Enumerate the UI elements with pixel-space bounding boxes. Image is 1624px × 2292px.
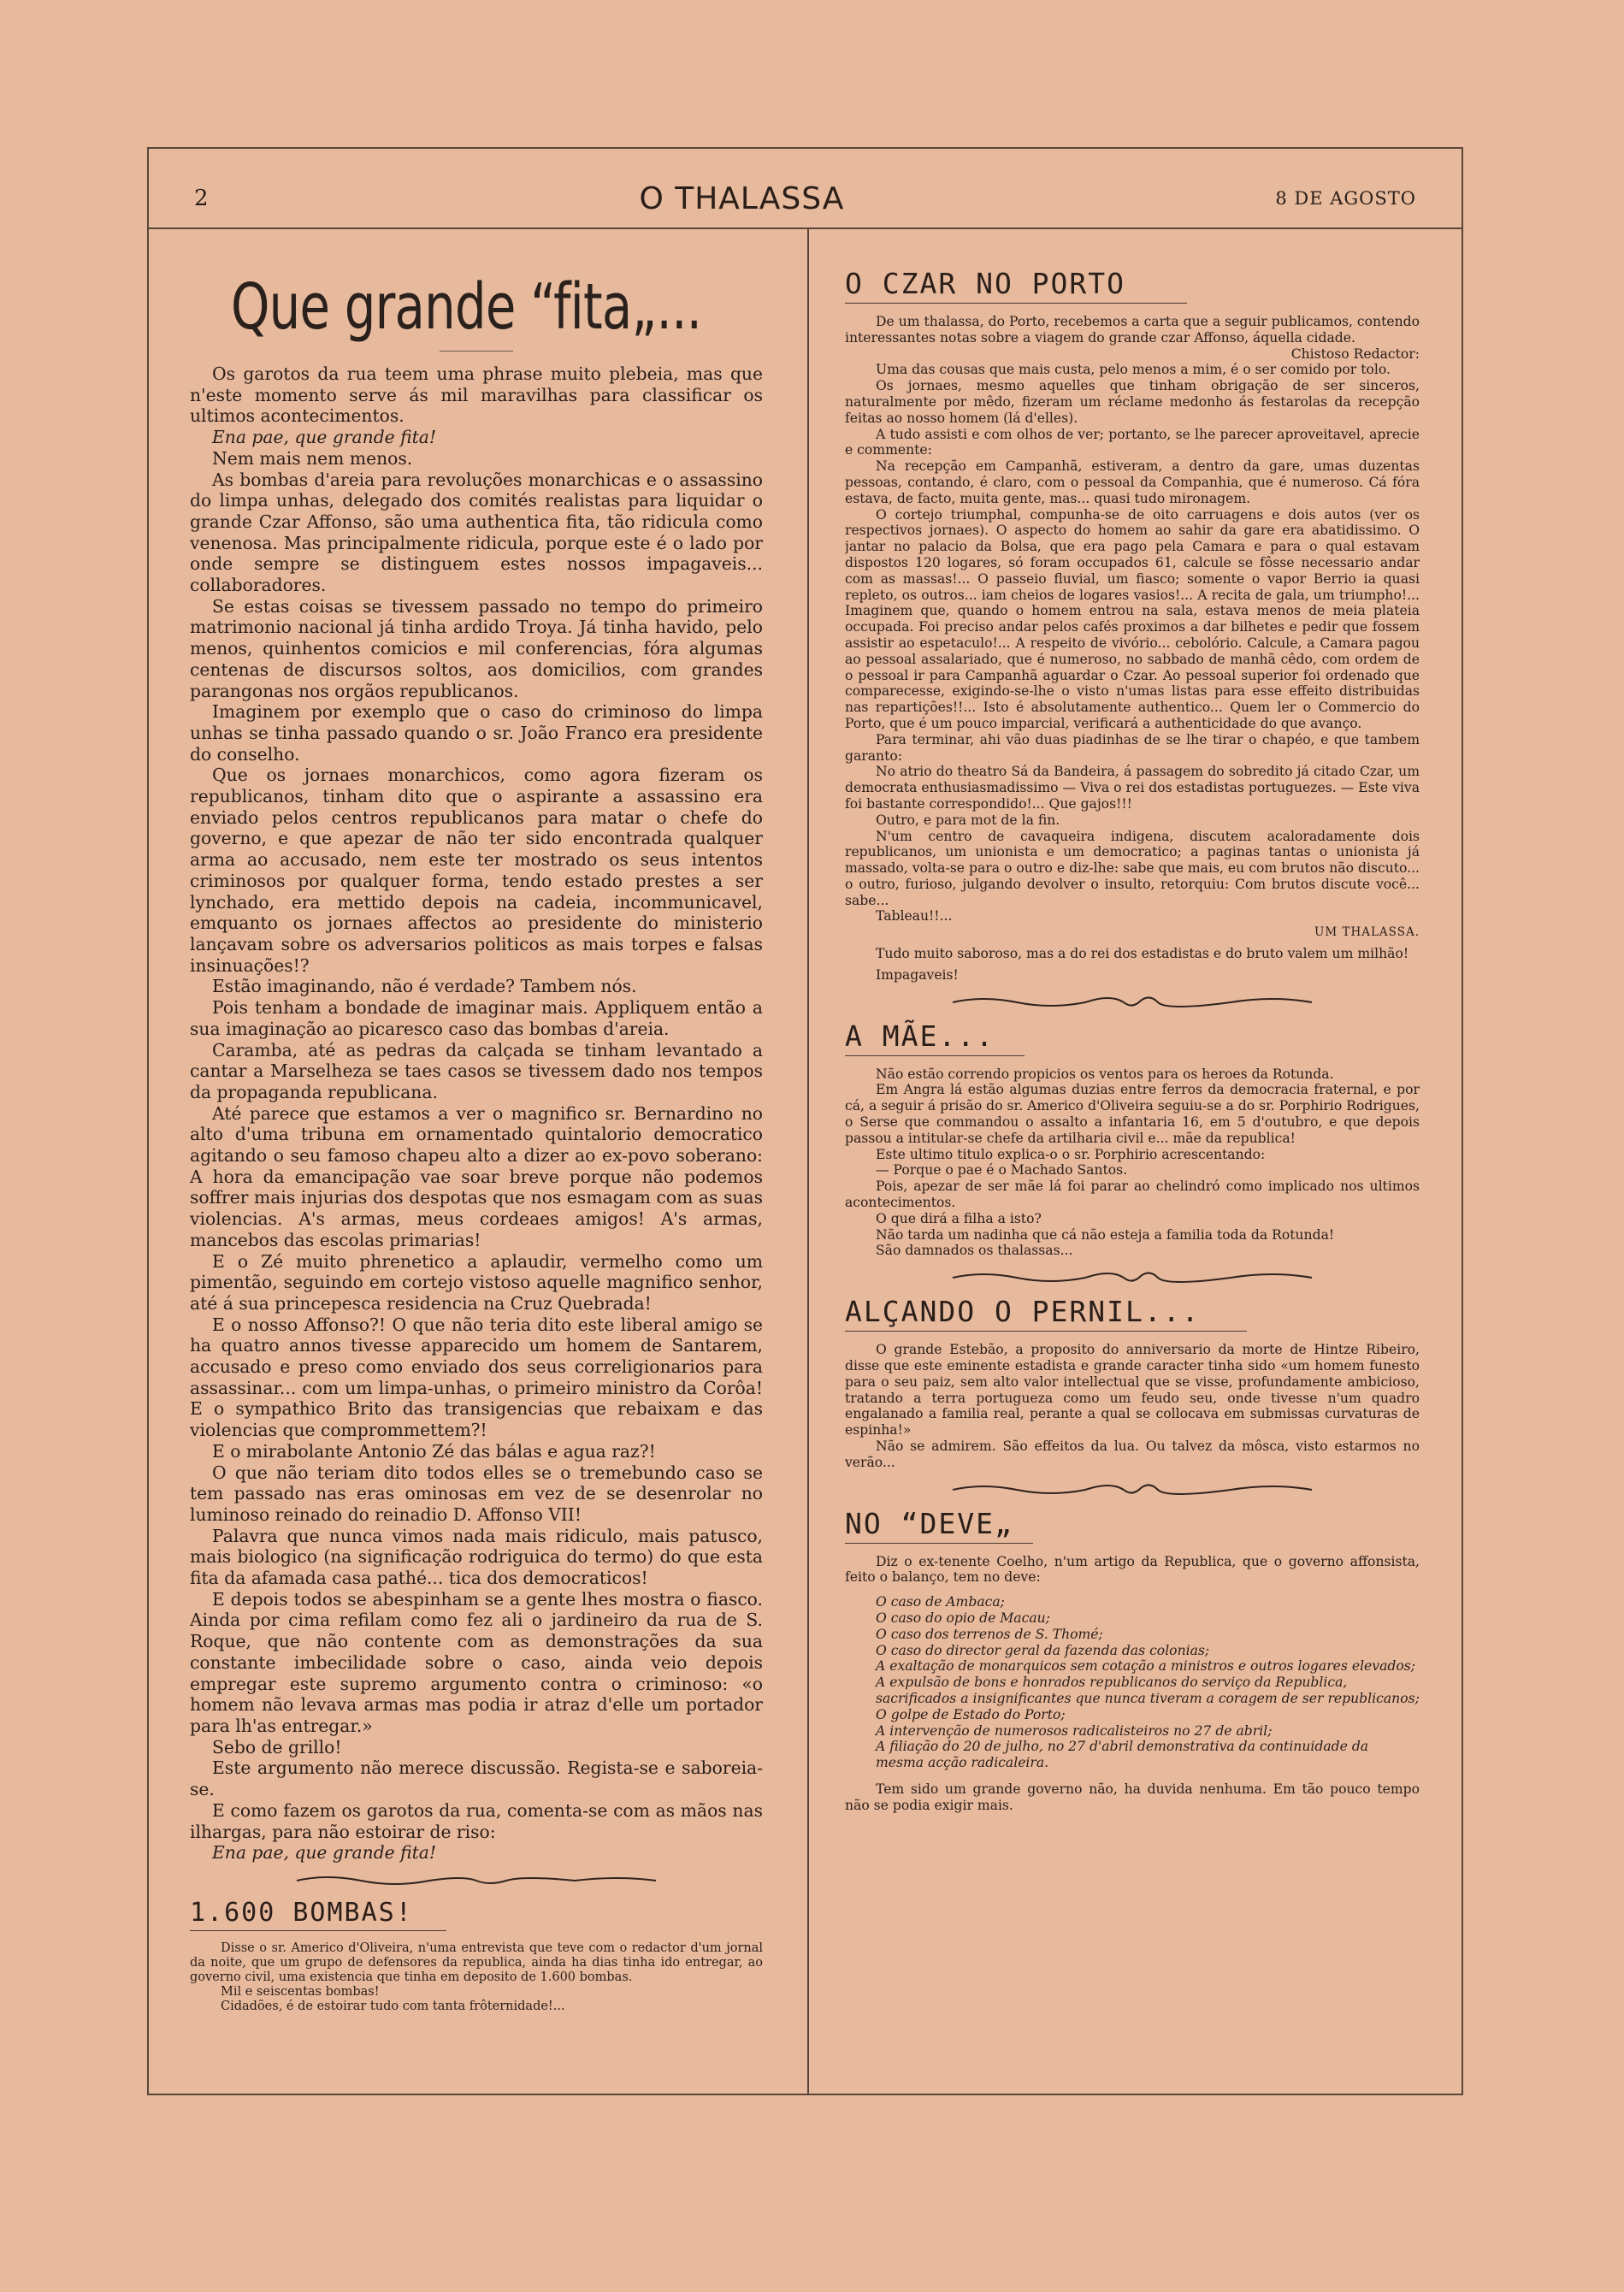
section-underline xyxy=(845,303,1187,304)
list-item: A intervenção de numerosos radicalisteiros no 27 de abril; xyxy=(876,1722,1273,1739)
paragraph: Cidadões, é de estoirar tudo com tanta frôternidade!... xyxy=(221,1999,565,2013)
paragraph: — Porque o pae é o Machado Santos. xyxy=(876,1162,1128,1178)
paragraph: Tableau!!... xyxy=(876,908,953,924)
paragraph: Pois, apezar de ser mãe lá foi parar ao chelindró como implicado nos ultimos acontecimentos. xyxy=(845,1178,1420,1211)
paragraph: Para terminar, ahi vão duas piadinhas de se lhe tirar o chapéo, e que tambem garanto: xyxy=(845,731,1420,764)
article-title-fita: Que grande “fita„... xyxy=(231,270,702,344)
flourish-ornament xyxy=(948,992,1316,1011)
paragraph: N'um centro de cavaqueira indigena, discutem acaloradamente dois republicanos, um unionista e um democratico; a paginas tantas o unionista já massado, volta-se para o outro e diz-lhe: sabe que mais, eu com brutos não discuto... o outro, furioso, julgando devolver o insulto, retorquiu: Com brutos discute você... sabe... xyxy=(845,828,1420,908)
list-item: O caso do director geral da fazenda das colonias; xyxy=(876,1642,1210,1658)
paragraph: Disse o sr. Americo d'Oliveira, n'uma entrevista que teve com o redactor d'um jornal da noite, que um grupo de defensores da republica, ainda ha dias tinha ido entregar, ao governo civil, uma existencia que tinha em deposito de 1.600 bombas. xyxy=(190,1941,763,1984)
newspaper-title: O THALASSA xyxy=(639,180,845,216)
paragraph: O que não teriam dito todos elles se o tremebundo caso se tem passado nas eras ominosas em vez de se desenrolar no luminoso reinado do reinadio D. Affonso VII! xyxy=(190,1462,763,1525)
paragraph: O que dirá a filha a isto? xyxy=(876,1210,1042,1226)
paragraph: De um thalassa, do Porto, recebemos a carta que a seguir publicamos, contendo interessantes notas sobre a viagem do grande czar Affonso, áquella cidade. xyxy=(845,314,1420,346)
paragraph: Se estas coisas se tivessem passado no tempo do primeiro matrimonio nacional já tinha ardido Troya. Já tinha havido, pelo menos, quinhentos comicios e mil conferencias, fóra algumas centenas de discursos soltos, aos domicilios, com grandes parangonas nos orgãos republicanos. xyxy=(190,595,763,701)
section-body-bombas xyxy=(190,1941,763,2014)
section-title-bombas: 1.600 BOMBAS! xyxy=(190,1897,413,1928)
paragraph: Palavra que nunca vimos nada mais ridiculo, mais patusco, mais biologico (na significação rodriguica do termo) do que esta fita da afamada casa pathé... tica dos democraticos! xyxy=(190,1525,763,1589)
list-item: A filiação do 20 de julho, no 27 d'abril demonstrativa da continuidade da mesma acção radicaleira. xyxy=(876,1739,1369,1771)
paragraph: Os garotos da rua teem uma phrase muito plebeia, mas que n'este momento serve ás mil maravilhas para classificar os ultimos acontecimentos. xyxy=(190,363,763,427)
paragraph: Sebo de grillo! xyxy=(212,1736,342,1757)
flourish-ornament xyxy=(948,1267,1316,1286)
paragraph: E como fazem os garotos da rua, comenta-se com as mãos nas ilhargas, para não estoirar de riso: xyxy=(190,1799,763,1842)
column-divider xyxy=(807,229,809,2095)
page-number: 2 xyxy=(194,186,209,211)
article-body-fita xyxy=(190,363,763,1864)
letter-signature: UM THALASSA. xyxy=(1314,925,1420,940)
section-underline xyxy=(190,1930,446,1931)
paragraph: O cortejo triumphal, compunha-se de oito carruagens e dois autos (ver os respectivos jornaes). O aspecto do homem ao sahir da gare era abatidissimo. O jantar no palacio da Bolsa, que era pago pela Camara e para o qual estavam dispostos 120 logares, só foram occupados 61, calcule se fôsse necessario andar com as massas!... O passeio fluvial, um fiasco; somente o vapor Berrio ia quasi repleto, os outros... iam cheios de logares vasios!... A recita de gala, um triumpho!... Imaginem que, quando o homem entrou na sala, estava menos de meia plateia occupada. Foi preciso andar pelos cafés proximos a dar bilhetes e pedir que fossem assistir ao espetaculo!... A respeito de vivório... cebolório. Calcule, a Camara pagou ao pessoal assalariado, que é numeroso, no sabbado de manhã cêdo, com ordem de o pessoal ir para Campanhã aguardar o Czar. Ao pessoal superior foi ordenado que comparecesse, exigindo-se-lhe o visto n'umas listas para esse effeito distribuidas nas repartições!!... Isto é absolutamente authentico... Quem ler o Commercio do Porto, que é um pouco imparcial, verificará a authenticidade do que avanço. xyxy=(845,506,1420,731)
paragraph: As bombas d'areia para revoluções monarchicas e o assassino do limpa unhas, delegado dos comités realistas para liquidar o grande Czar Affonso, são uma authentica fita, tão ridicula como venenosa. Mas principalmente ridicula, porque este é o lado por onde sempre se distinguem estes nossos impagaveis... collaboradores. xyxy=(190,469,763,596)
flourish-ornament xyxy=(948,1480,1316,1498)
paragraph: Ena pae, que grande fita! xyxy=(212,1842,437,1864)
section-body-pernil xyxy=(845,1342,1420,1470)
list-item: O golpe de Estado do Porto; xyxy=(876,1706,1066,1722)
paragraph: O grande Estebão, a proposito do anniversario da morte de Hintze Ribeiro, disse que este eminente estadista e grande caracter tinha sido «um homem funesto para o seu paiz, sem alto valor intellectual que se visse, profundamente ambicioso, tratando a terra portugueza como um feudo seu, onde tivesse n'um quadro engalanado a familia real, perante a qual se collocava em submissas curvaturas de espinha!» xyxy=(845,1342,1420,1438)
section-body-mae xyxy=(845,1066,1420,1260)
paragraph: Estão imaginando, não é verdade? Tambem nós. xyxy=(212,976,637,997)
paragraph: Não se admirem. São effeitos da lua. Ou talvez da môsca, visto estarmos no verão... xyxy=(845,1438,1420,1470)
paragraph: Em Angra lá estão algumas duzias entre ferros da democracia fraternal, e por cá, a seguir á prisão do sr. Americo d'Oliveira seguiu-se a do sr. Porphirio Rodrigues, o Serse que commandou o assalto a infantaria 16, em 5 d'outubro, e que depois passou a intitular-se chefe da artilharia civil e... mãe da republica! xyxy=(845,1082,1420,1146)
section-underline xyxy=(845,1055,1025,1056)
paragraph: Chistoso Redactor: xyxy=(1290,346,1420,362)
paragraph: Este ultimo titulo explica-o o sr. Porphirio acrescentando: xyxy=(876,1146,1266,1162)
left-column xyxy=(190,246,763,2085)
section-closing-czar xyxy=(845,946,1420,984)
paragraph: Até parece que estamos a ver o magnifico sr. Bernardino no alto d'uma tribuna em ornamentado quintalorio democratico agitando o seu famoso chapeu alto a dizer ao ex-povo soberano: A hora da emancipação vae soar breve porque não podemos soffrer mais injurias dos despotas que nos esmagam com as suas violencias. A's armas, meus cordeaes amigos! A's armas, mancebos das escolas primarias! xyxy=(190,1102,763,1250)
issue-date: 8 DE AGOSTO xyxy=(1275,188,1416,209)
paragraph: Nem mais nem menos. xyxy=(212,447,413,469)
paragraph: Não tarda um nadinha que cá não esteja a familia toda da Rotunda! xyxy=(876,1226,1335,1243)
paragraph: E o nosso Affonso?! O que não teria dito este liberal amigo se ha quatro annos tivesse apparecido um homem de Santarem, accusado e preso como enviado dos seus correligionarios para assassinar... com um limpa-unhas, o primeiro ministro da Corôa! E o sympathico Brito das transigencias que rebaixam e das violencias que comprommettem?! xyxy=(190,1314,763,1441)
paragraph: Uma das cousas que mais custa, pelo menos a mim, é o ser comido por tolo. xyxy=(876,362,1391,378)
paragraph: Pois tenham a bondade de imaginar mais. Appliquem então a sua imaginação ao picaresco caso das bombas d'areia. xyxy=(190,997,763,1039)
list-item: A exaltação de monarquicos sem cotação a ministros e outros logares elevados; xyxy=(876,1658,1416,1675)
paragraph: E depois todos se abespinham se a gente lhes mostra o fiasco. Ainda por cima refilam como fez ali o jardineiro da rua de S. Roque, que não contente com as demonstrações da sua constante imbecilidade sobre o caso, ainda veio depois empregar este supremo argumento contra o criminoso: «o homem não levava armas mas podia ir atraz d'elle um portador para lh'as entregar.» xyxy=(190,1588,763,1736)
paragraph: Os jornaes, mesmo aquelles que tinham obrigação de ser sinceros, naturalmente por mêdo, fizeram um réclame medonho ás festarolas da recepção feitas ao nosso homem (lá d'elles). xyxy=(845,378,1420,426)
paragraph: Não estão correndo propicios os ventos para os heroes da Rotunda. xyxy=(876,1066,1334,1082)
list-item: O caso dos terrenos de S. Thomé; xyxy=(876,1626,1103,1642)
paragraph: A tudo assisti e com olhos de ver; portanto, se lhe parecer aproveitavel, aprecie e commente: xyxy=(845,426,1420,458)
paragraph: Mil e seiscentas bombas! xyxy=(221,1984,380,1999)
paragraph: Na recepção em Campanhã, estiveram, a dentro da gare, umas duzentas pessoas, contando, é claro, com o pessoal da Companhia, que é numeroso. Cá fóra estava, de facto, muita gente, mas... quasi tudo mironagem. xyxy=(845,458,1420,506)
paragraph: São damnados os thalassas... xyxy=(876,1243,1073,1259)
paragraph: Que os jornaes monarchicos, como agora fizeram os republicanos, tinham dito que o aspirante a assassino era enviado pelos centros republicanos para matar o chefe do governo, e que apezar de não ter sido encontrada qualquer arma ao accusado, nem este ter mostrado os seus intentos criminosos por qualquer forma, tendo estado prestes a ser lynchado, era mettido depois na cadeia, incommunicavel, emquanto os jornaes affectos ao presidente do ministerio lançavam sobre os adversarios politicos as mais torpes e falsas insinuações!? xyxy=(190,765,763,976)
flourish-ornament xyxy=(292,1872,660,1889)
paragraph: Caramba, até as pedras da calçada se tinham levantado a cantar a Marselheza se taes casos se tivessem dado nos tempos da propaganda republicana. xyxy=(190,1039,763,1102)
paragraph: Este argumento não merece discussão. Regista-se e saboreia-se. xyxy=(190,1757,763,1800)
list-item: O caso de Ambaca; xyxy=(876,1594,1005,1610)
section-title-deve: NO “DEVE„ xyxy=(845,1506,1013,1540)
list-item: A expulsão de bons e honrados republicanos do serviço da Republica, sacrificados a insignificantes que nunca tiveram a coragem de ser republicanos; xyxy=(876,1675,1420,1706)
paragraph: No atrio do theatro Sá da Bandeira, á passagem do sobredito já citado Czar, um democrata enthusiasmadissimo — Viva o rei dos estadistas portuguezes. — Este viva foi bastante correspondido!... Que gajos!!! xyxy=(845,764,1420,812)
paragraph: E o mirabolante Antonio Zé das bálas e agua raz?! xyxy=(212,1440,656,1462)
section-title-pernil: ALÇANDO O PERNIL... xyxy=(845,1295,1201,1329)
deve-intro: Diz o ex-tenente Coelho, n'um artigo da Republica, que o governo affonsista, feito o balanço, tem no deve: xyxy=(845,1553,1420,1586)
section-underline xyxy=(845,1331,1247,1332)
paragraph: Ena pae, que grande fita! xyxy=(212,427,437,448)
section-underline xyxy=(845,1543,1033,1544)
deve-list xyxy=(845,1594,1420,1771)
list-item: O caso do opio de Macau; xyxy=(876,1610,1050,1626)
paragraph: E o Zé muito phrenetico a aplaudir, vermelho como um pimentão, seguindo em cortejo vistoso aquelle magnifico senhor, até á sua princepesca residencia na Cruz Quebrada! xyxy=(190,1250,763,1314)
deve-closing: Tem sido um grande governo não, ha duvida nenhuma. Em tão pouco tempo não se podia exigir mais. xyxy=(845,1781,1420,1813)
paragraph: Impagaveis! xyxy=(876,966,959,983)
paragraph: Outro, e para mot de la fin. xyxy=(876,812,1060,828)
right-column xyxy=(845,257,1420,2087)
section-body-czar xyxy=(845,314,1420,924)
section-title-czar: O CZAR NO PORTO xyxy=(845,267,1126,300)
section-title-mae: A MÃE... xyxy=(845,1019,995,1053)
paragraph: Tudo muito saboroso, mas a do rei dos estadistas e do bruto valem um milhão! xyxy=(876,946,1409,962)
paragraph: Imaginem por exemplo que o caso do criminoso do limpa unhas se tinha passado quando o sr. João Franco era presidente do conselho. xyxy=(190,701,763,765)
masthead xyxy=(147,169,1463,229)
